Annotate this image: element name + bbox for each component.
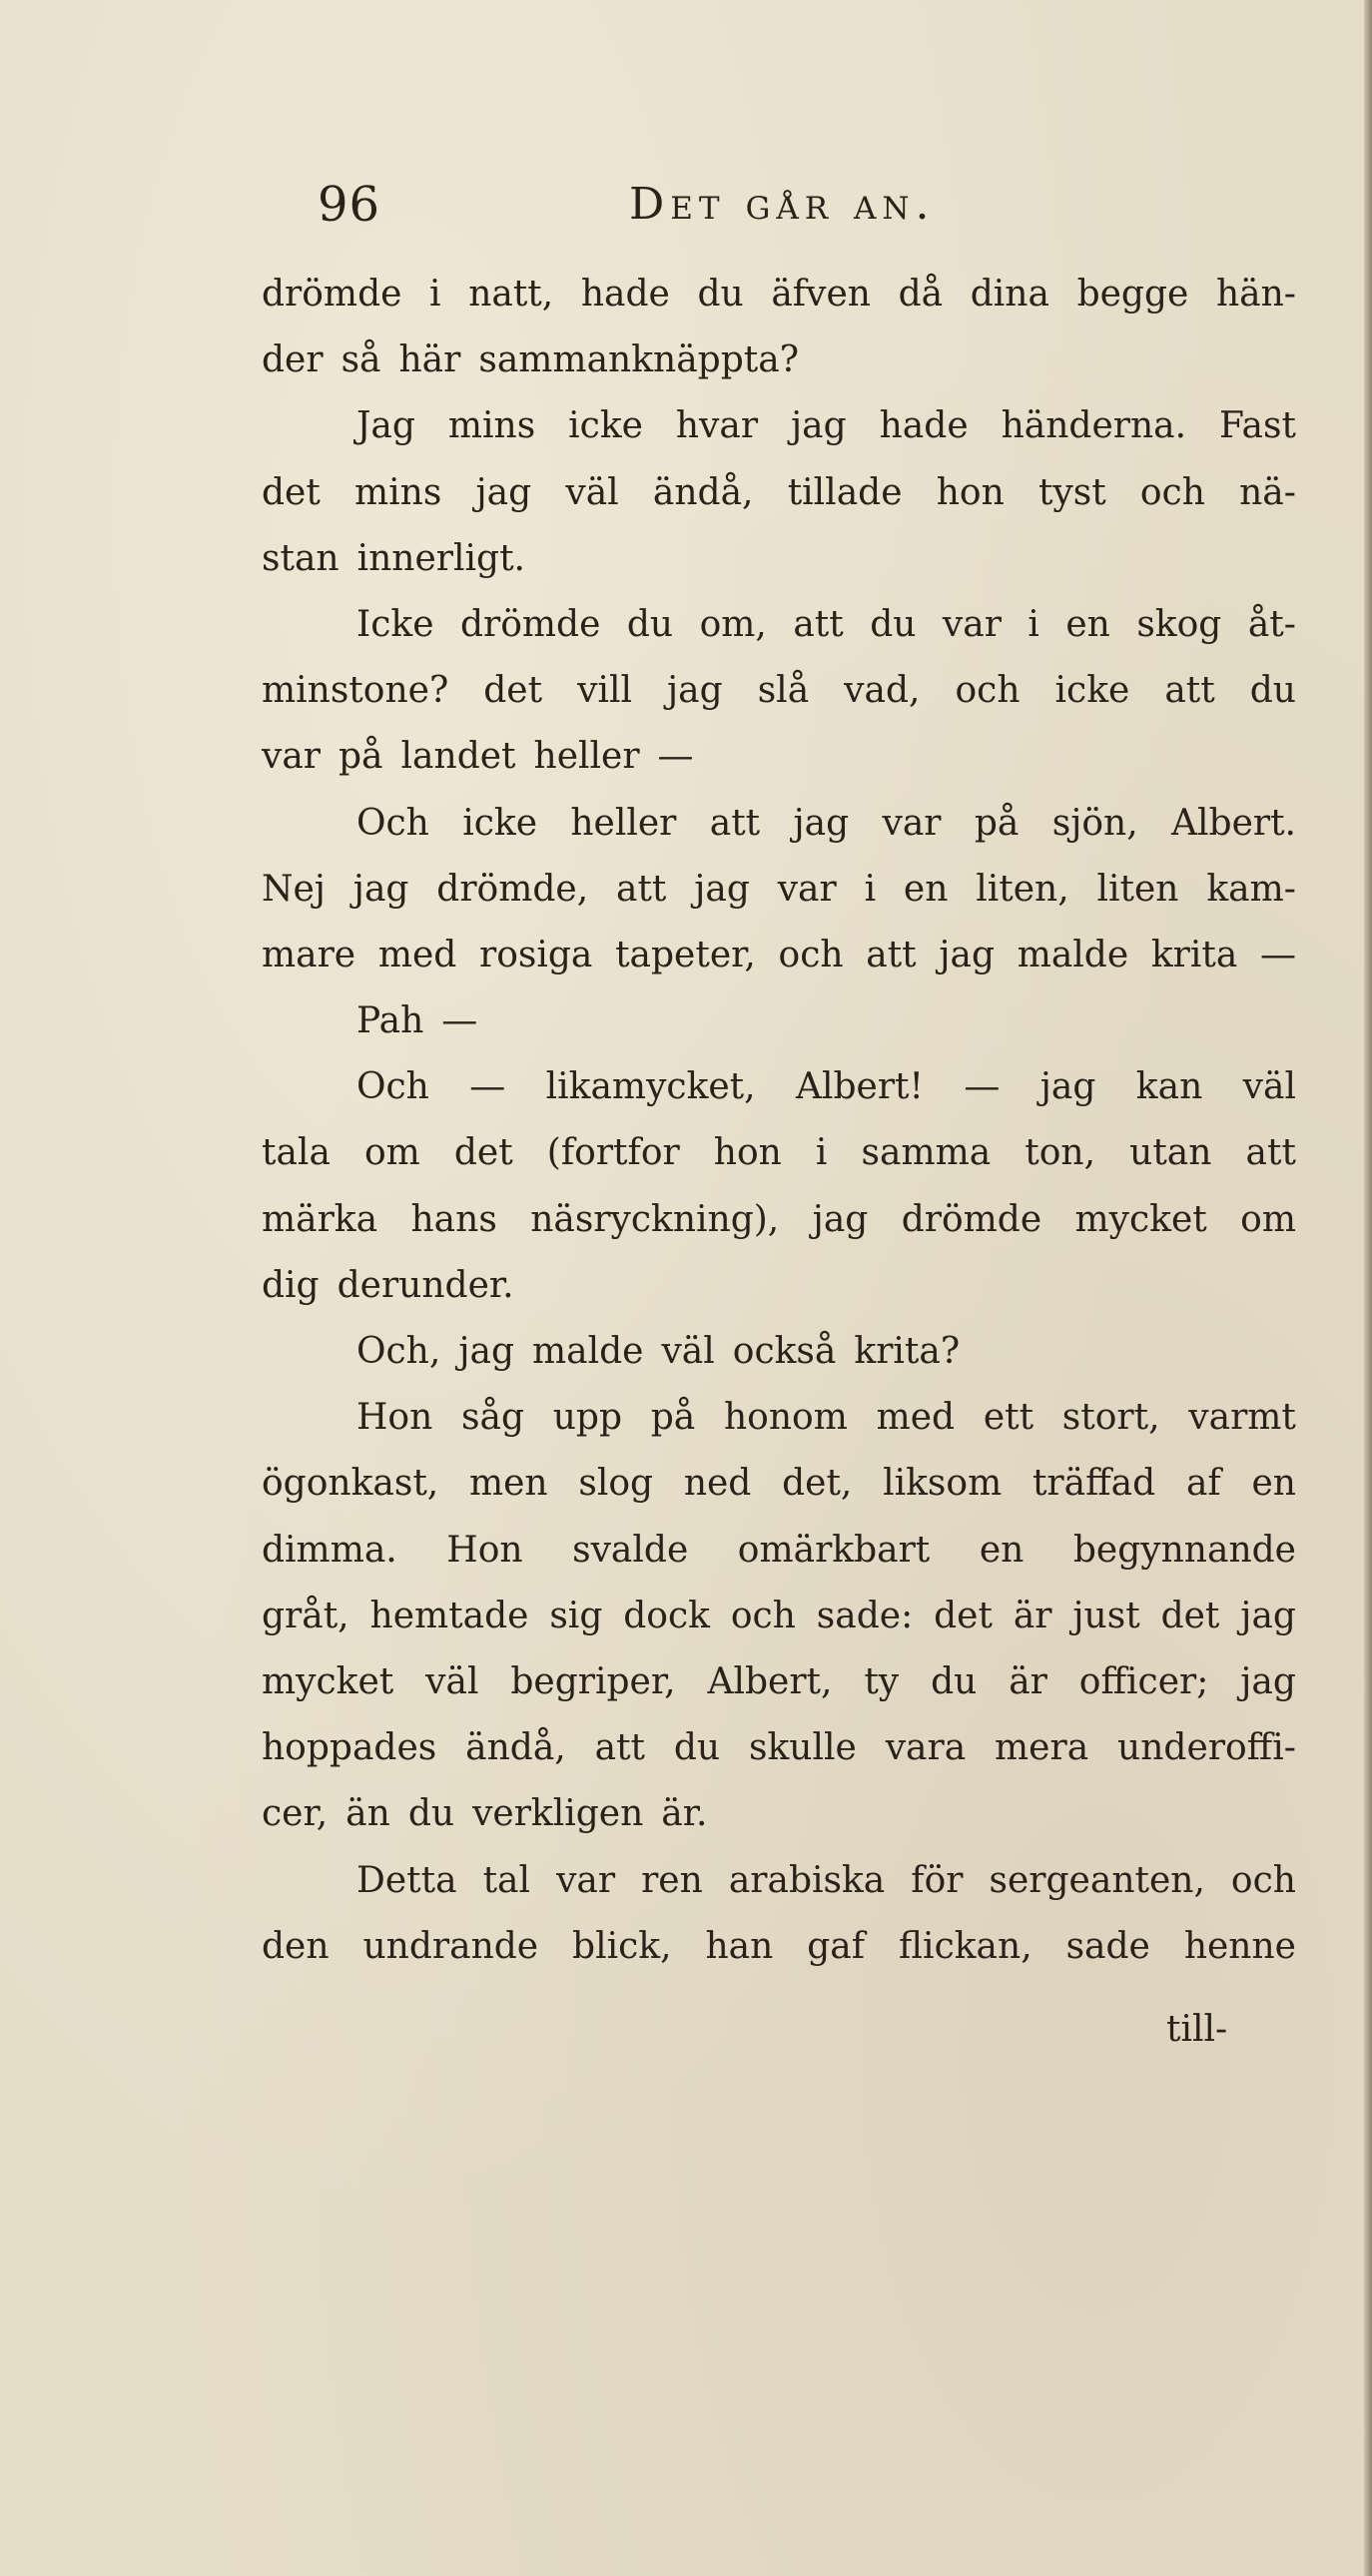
page-edge bbox=[1364, 0, 1372, 2576]
text-line: mare med rosiga tapeter, och att jag malde krita — bbox=[262, 934, 1296, 975]
text-line: den undrande blick, han gaf flickan, sade henne bbox=[262, 1925, 1296, 1967]
text-line: Hon såg upp på honom med ett stort, varmt bbox=[356, 1397, 1296, 1439]
text-line: der så här sammanknäppta? bbox=[262, 339, 800, 381]
body-text bbox=[262, 262, 1296, 1980]
text-line: Nej jag drömde, att jag var i en liten, liten kam- bbox=[262, 868, 1296, 910]
text-line: drömde i natt, hade du äfven då dina begge hän- bbox=[262, 274, 1296, 315]
text-line: det mins jag väl ändå, tillade hon tyst och nä- bbox=[262, 471, 1296, 513]
text-line: stan innerligt. bbox=[262, 537, 525, 579]
text-line: tala om det (fortfor hon i samma ton, utan att bbox=[262, 1132, 1296, 1174]
text-line: var på landet heller — bbox=[262, 736, 694, 778]
text-line: ögonkast, men slog ned det, liksom träffad af en bbox=[262, 1463, 1296, 1505]
text-line: Jag mins icke hvar jag hade händerna. Fast bbox=[356, 405, 1296, 447]
text-line: cer, än du verkligen är. bbox=[262, 1793, 708, 1835]
catchword: till- bbox=[1166, 2009, 1228, 2050]
text-line: hoppades ändå, att du skulle vara mera underoffi- bbox=[262, 1727, 1296, 1769]
text-line: Pah — bbox=[356, 1000, 478, 1042]
running-title: Det går an. bbox=[629, 179, 936, 230]
text-line: Detta tal var ren arabiska för sergeanten, och bbox=[356, 1859, 1296, 1901]
text-line: minstone? det vill jag slå vad, och icke att du bbox=[262, 670, 1296, 712]
page-number: 96 bbox=[318, 177, 381, 233]
text-line: märka hans näsryckning), jag drömde mycket om bbox=[262, 1198, 1296, 1240]
text-line: Icke drömde du om, att du var i en skog åt- bbox=[356, 603, 1296, 645]
text-line: gråt, hemtade sig dock och sade: det är just det jag bbox=[262, 1595, 1296, 1636]
text-line: Och, jag malde väl också krita? bbox=[356, 1331, 961, 1372]
text-line: dimma. Hon svalde omärkbart en begynnande bbox=[262, 1529, 1296, 1571]
text-line: dig derunder. bbox=[262, 1264, 514, 1306]
text-line: Och — likamycket, Albert! — jag kan väl bbox=[356, 1066, 1296, 1108]
text-line: Och icke heller att jag var på sjön, Albert. bbox=[356, 802, 1296, 844]
text-line: mycket väl begriper, Albert, ty du är officer; jag bbox=[262, 1660, 1296, 1702]
